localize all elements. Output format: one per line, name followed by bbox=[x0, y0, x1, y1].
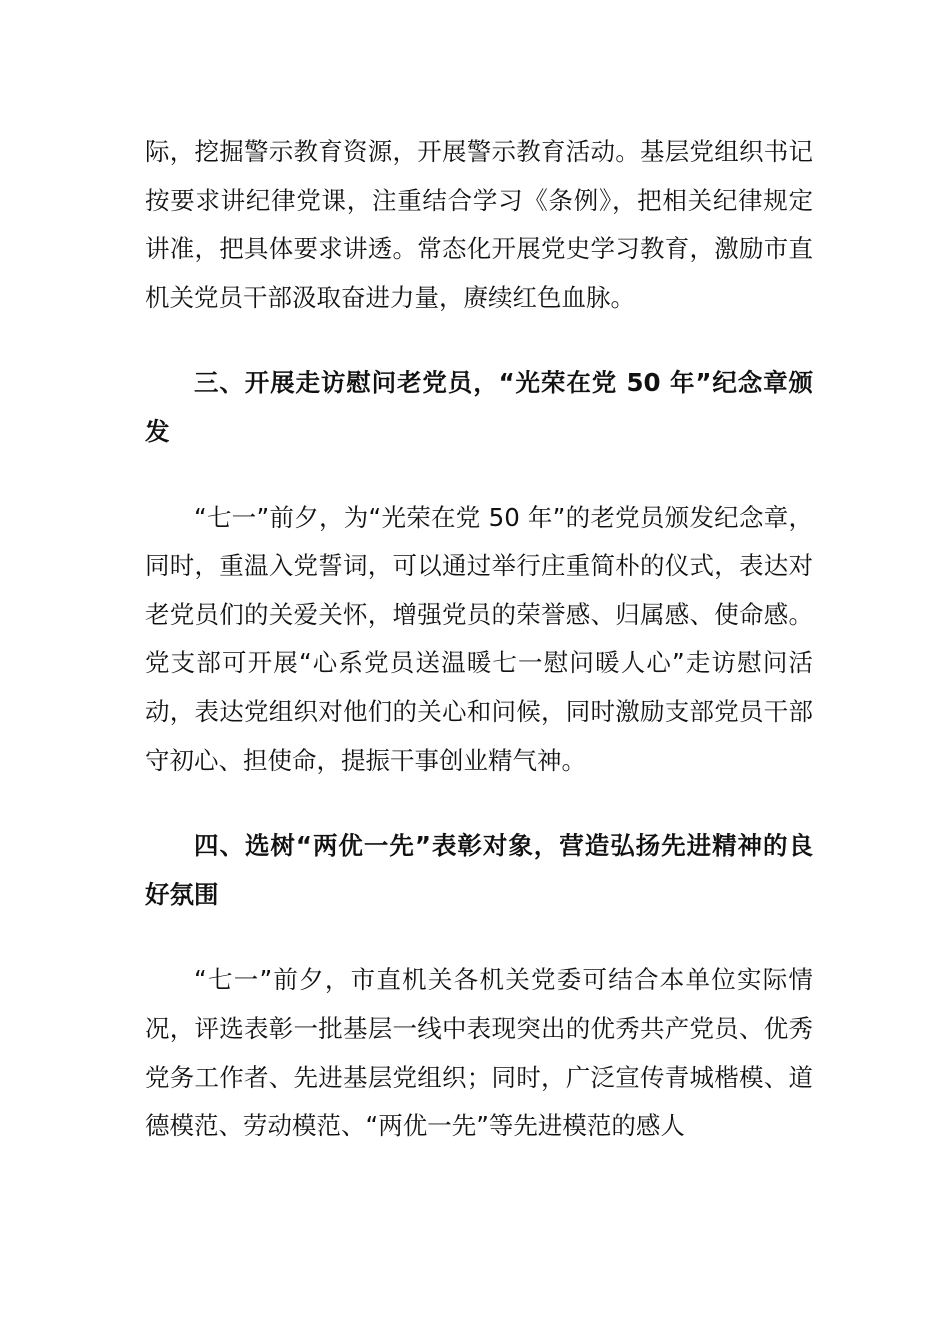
body-paragraph-section-three: “七一”前夕，为“光荣在党 50 年”的老党员颁发纪念章，同时，重温入党誓词，可以通过举行庄重简朴的仪式，表达对老党员们的关爱关怀，增强党员的荣誉感、归属感、使命感。党支部可开展“心系党员送温暖七一慰问暖人心”走访慰问活动，表达党组织对他们的关心和问候，同时激励支部党员干部守初心、担使命，提振干事创业精气神。 bbox=[145, 502, 813, 775]
document-page bbox=[145, 128, 813, 1151]
body-paragraph-continued: 际，挖掘警示教育资源，开展警示教育活动。基层党组织书记按要求讲纪律党课，注重结合学习《条例》，把相关纪律规定讲准，把具体要求讲透。常态化开展党史学习教育，激励市直机关党员干部汲取奋进力量，赓续红色血脉。 bbox=[145, 137, 813, 312]
body-paragraph-section-four: “七一”前夕，市直机关各机关党委可结合本单位实际情况，评选表彰一批基层一线中表现突出的优秀共产党员、优秀党务工作者、先进基层党组织；同时，广泛宣传青城楷模、道德模范、劳动模范、“两优一先”等先进模范的感人 bbox=[145, 965, 813, 1141]
section-heading-three: 三、开展走访慰问老党员，“光荣在党 50 年”纪念章颁发 bbox=[145, 368, 813, 446]
section-heading-four: 四、选树“两优一先”表彰对象，营造弘扬先进精神的良好氛围 bbox=[145, 831, 813, 909]
